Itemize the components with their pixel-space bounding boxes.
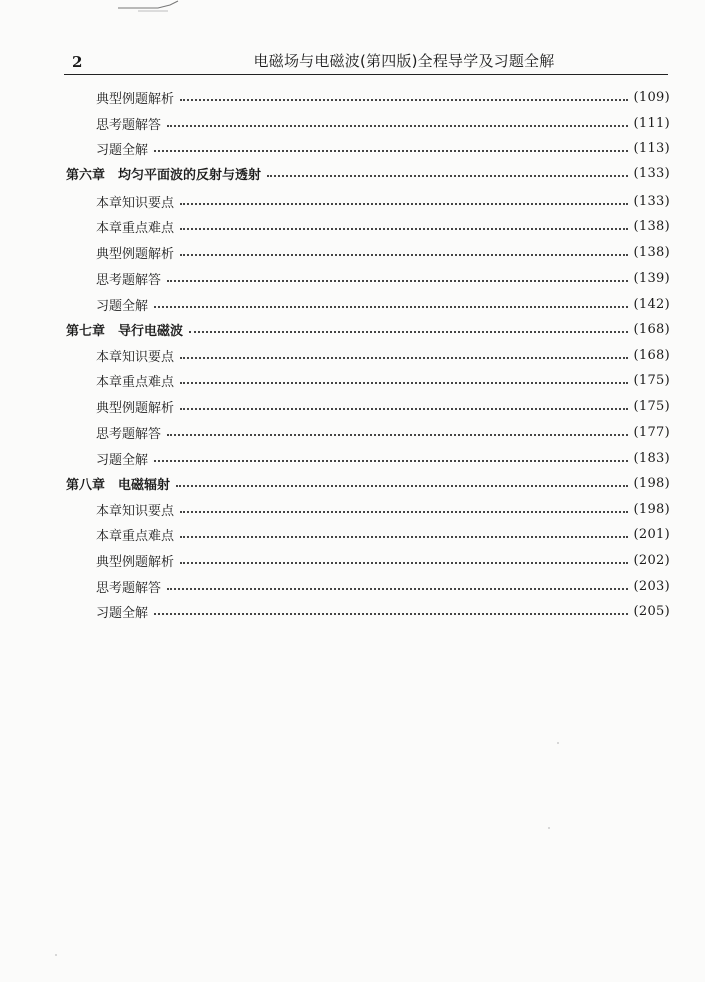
toc-entry-title: 习题全解 (96, 142, 149, 158)
toc-chapter-entry[interactable] (66, 162, 670, 184)
toc-section-entry[interactable] (96, 86, 670, 108)
dot-leader (180, 511, 628, 513)
toc-entry-title: 典型例题解析 (96, 400, 175, 416)
toc-entry-title: 本章重点难点 (96, 528, 175, 544)
toc-page-number: (177) (633, 424, 670, 440)
toc-entry-title: 本章知识要点 (96, 195, 175, 211)
toc-entry-title: 思考题解答 (96, 117, 162, 133)
toc-section-entry[interactable] (96, 267, 670, 289)
toc-page-number: (139) (633, 270, 670, 286)
dot-leader (189, 331, 628, 333)
page-header (64, 50, 668, 74)
dot-leader (180, 99, 628, 101)
toc-section-entry[interactable] (96, 549, 670, 571)
toc-entry-title: 习题全解 (96, 298, 149, 314)
dot-leader (154, 306, 628, 308)
toc-entry-title: 习题全解 (96, 452, 149, 468)
toc-page-number: (202) (633, 552, 670, 568)
toc-section-entry[interactable] (96, 447, 670, 469)
page-number: 2 (72, 53, 83, 71)
toc-entry-title: 第七章 导行电磁波 (66, 323, 184, 339)
toc-section-entry[interactable] (96, 293, 670, 315)
dot-leader (154, 460, 628, 462)
dot-leader (167, 125, 628, 127)
toc-section-entry[interactable] (96, 112, 670, 134)
toc-section-entry[interactable] (96, 190, 670, 212)
toc-page-number: (138) (633, 218, 670, 234)
toc-page-number: (175) (633, 372, 670, 388)
running-title: 电磁场与电磁波(第四版)全程导学及习题全解 (253, 52, 555, 70)
toc-chapter-entry[interactable] (66, 318, 670, 340)
toc-section-entry[interactable] (96, 600, 670, 622)
toc-page-number: (175) (633, 398, 670, 414)
toc-page-number: (168) (633, 347, 670, 363)
toc-entry-title: 典型例题解析 (96, 91, 175, 107)
toc-section-entry[interactable] (96, 523, 670, 545)
dot-leader (154, 613, 628, 615)
dot-leader (154, 150, 628, 152)
toc-page-number: (201) (633, 526, 670, 542)
dot-leader (180, 536, 628, 538)
scan-speck (55, 954, 57, 956)
toc-page-number: (198) (633, 501, 670, 517)
toc-page-number: (113) (633, 140, 670, 156)
toc-entry-title: 思考题解答 (96, 272, 162, 288)
dot-leader (180, 228, 628, 230)
scan-speck (548, 827, 550, 829)
dot-leader (176, 485, 628, 487)
dot-leader (180, 203, 628, 205)
dot-leader (180, 254, 628, 256)
toc-entry-title: 习题全解 (96, 605, 149, 621)
toc-page-number: (133) (633, 165, 670, 181)
dot-leader (167, 280, 628, 282)
toc-section-entry[interactable] (96, 215, 670, 237)
toc-entry-title: 本章知识要点 (96, 503, 175, 519)
toc-entry-title: 本章重点难点 (96, 374, 175, 390)
dot-leader (180, 408, 628, 410)
toc-entry-title: 本章重点难点 (96, 220, 175, 236)
toc-page-number: (142) (633, 296, 670, 312)
toc-entry-title: 思考题解答 (96, 426, 162, 442)
toc-section-entry[interactable] (96, 344, 670, 366)
header-rule (64, 74, 668, 75)
toc-page-number: (198) (633, 475, 670, 491)
toc-page-number: (203) (633, 578, 670, 594)
toc-chapter-entry[interactable] (66, 472, 670, 494)
toc-entry-title: 典型例题解析 (96, 554, 175, 570)
dot-leader (180, 562, 628, 564)
toc-section-entry[interactable] (96, 395, 670, 417)
toc-page-number: (111) (633, 115, 670, 131)
toc-section-entry[interactable] (96, 369, 670, 391)
dot-leader (180, 357, 628, 359)
toc-section-entry[interactable] (96, 575, 670, 597)
toc-section-entry[interactable] (96, 498, 670, 520)
scan-artifact-mark (118, 0, 188, 14)
toc-page-number: (138) (633, 244, 670, 260)
toc-entry-title: 第六章 均匀平面波的反射与透射 (66, 167, 262, 183)
toc-page-number: (109) (633, 89, 670, 105)
toc-entry-title: 典型例题解析 (96, 246, 175, 262)
toc-entry-title: 第八章 电磁辐射 (66, 477, 171, 493)
scan-speck (557, 742, 559, 744)
toc-page-number: (168) (633, 321, 670, 337)
toc-section-entry[interactable] (96, 241, 670, 263)
dot-leader (180, 382, 628, 384)
toc-entry-title: 本章知识要点 (96, 349, 175, 365)
toc-page-number: (183) (633, 450, 670, 466)
toc-page-number: (133) (633, 193, 670, 209)
toc-section-entry[interactable] (96, 421, 670, 443)
toc-entry-title: 思考题解答 (96, 580, 162, 596)
dot-leader (267, 175, 628, 177)
dot-leader (167, 588, 628, 590)
toc-page-number: (205) (633, 603, 670, 619)
toc-section-entry[interactable] (96, 137, 670, 159)
dot-leader (167, 434, 628, 436)
